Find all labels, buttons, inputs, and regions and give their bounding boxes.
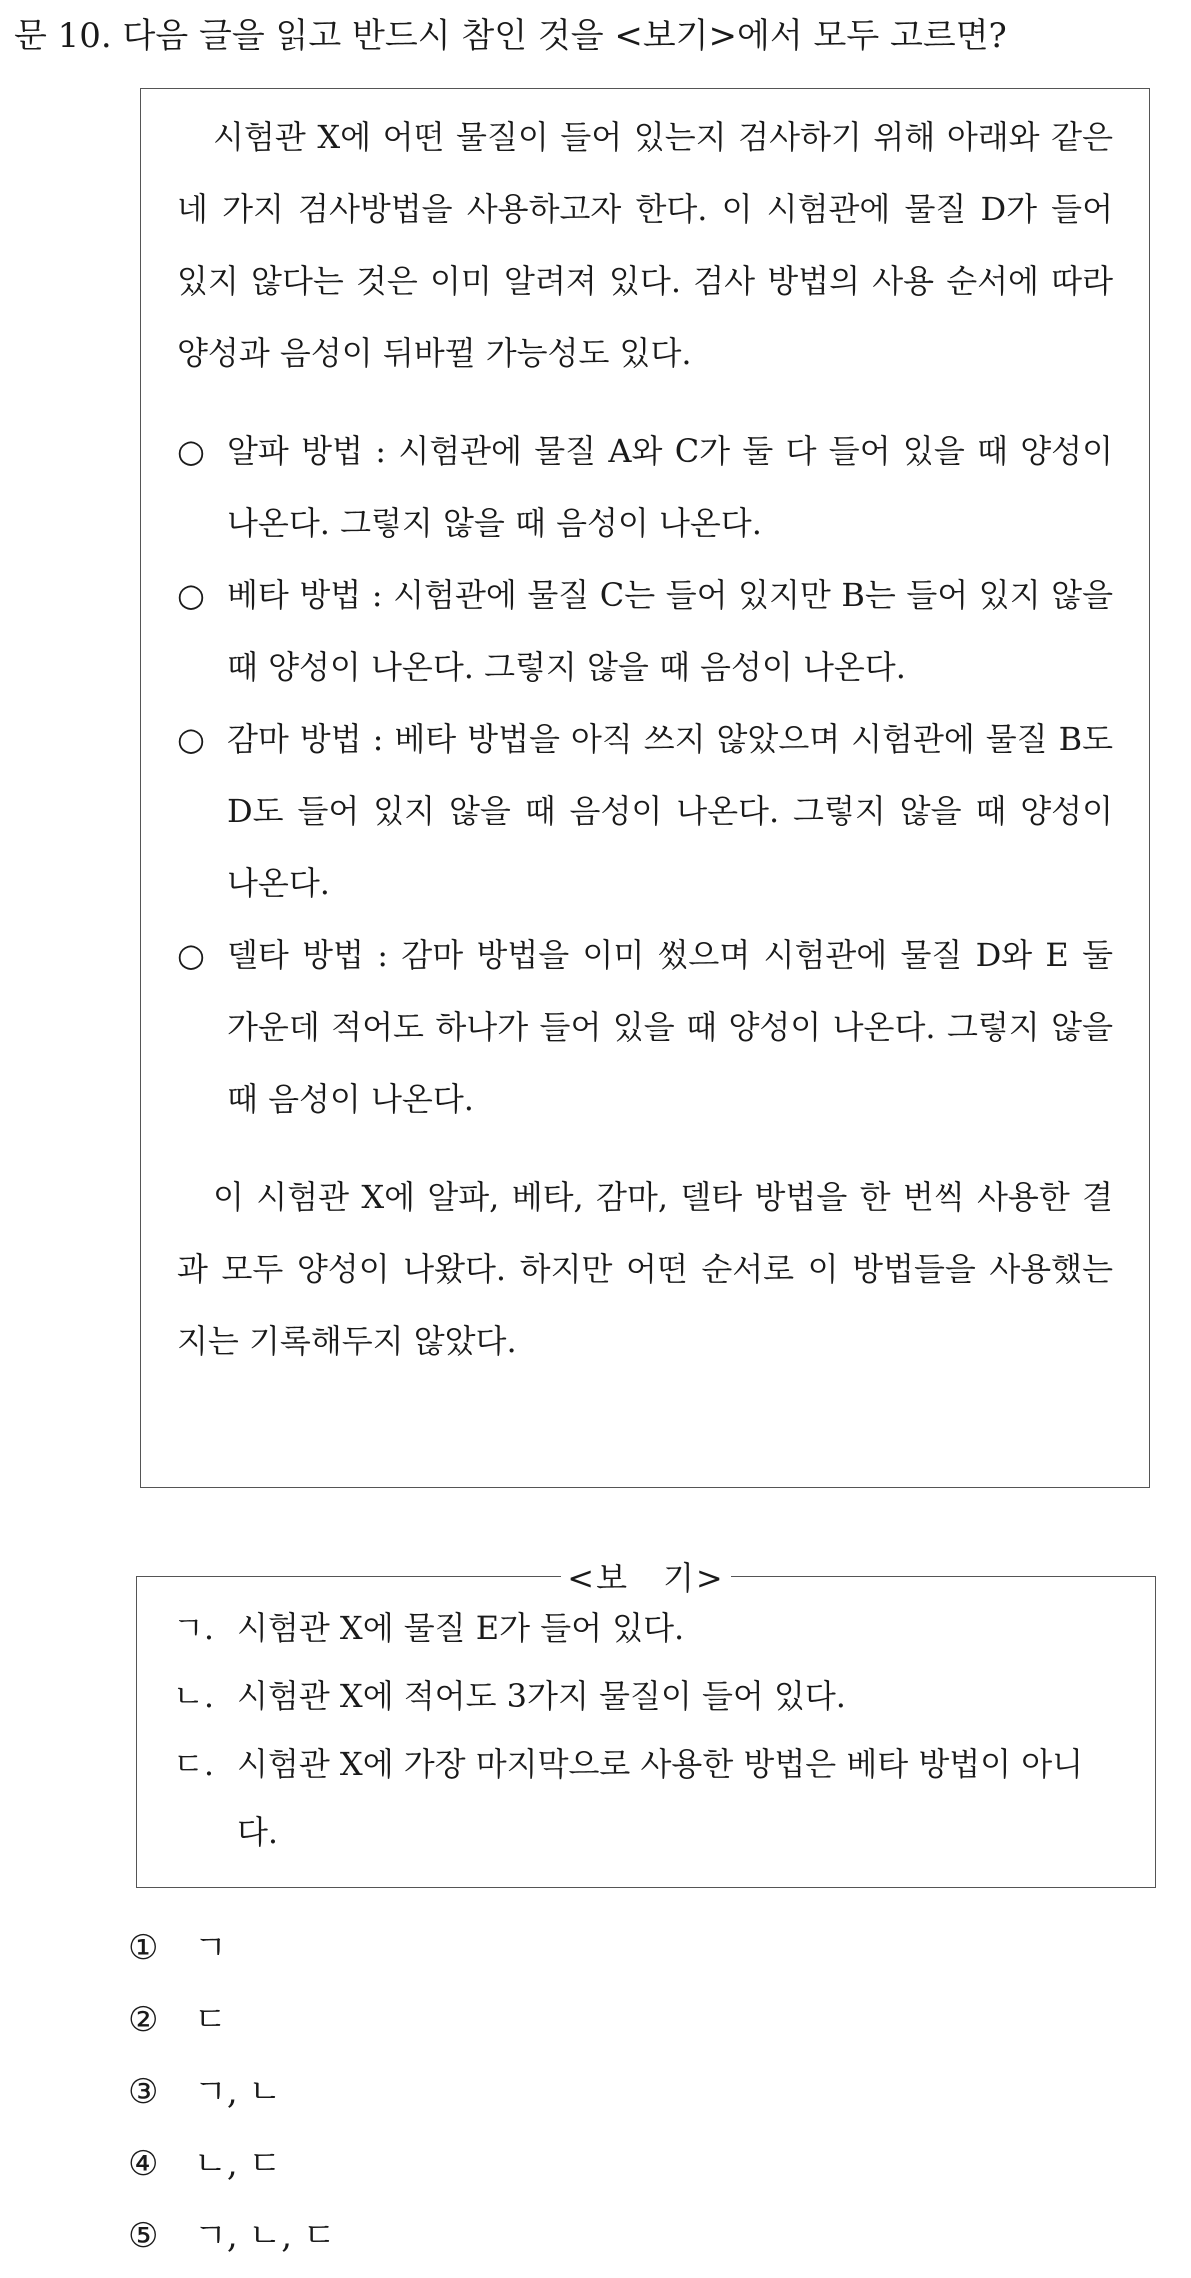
choice-text: ㄱ, ㄴ [194,2072,282,2112]
method-alpha-text: 알파 방법 : 시험관에 물질 A와 C가 둘 다 들어 있을 때 양성이 나온다. 그렇지 않을 때 음성이 나온다. [227,432,1113,542]
bullet-icon: ○ [177,720,205,758]
bogi-item-nieun [173,1662,1119,1730]
bogi-item-mark: ㄴ. [173,1677,215,1715]
method-delta-text: 델타 방법 : 감마 방법을 이미 썼으며 시험관에 물질 D와 E 둘 가운데 적어도 하나가 들어 있을 때 양성이 나온다. 그렇지 않을 때 음성이 나온다. [227,936,1113,1118]
bullet-icon: ○ [177,432,205,470]
choice-text: ㄱ, ㄴ, ㄷ [194,2216,336,2256]
bogi-item-giyeok [173,1594,1119,1662]
choice-2[interactable] [128,1984,728,2056]
choice-text: ㄷ [194,2000,227,2040]
choice-number: ⑤ [128,2216,159,2256]
method-beta-text: 베타 방법 : 시험관에 물질 C는 들어 있지만 B는 들어 있지 않을 때 양성이 나온다. 그렇지 않을 때 음성이 나온다. [227,576,1113,686]
bogi-item-mark: ㄷ. [173,1745,215,1783]
choice-text: ㄱ [194,1928,227,1968]
bullet-icon: ○ [177,936,205,974]
choice-number: ③ [128,2072,159,2112]
choice-number: ④ [128,2144,159,2184]
bogi-item-text: 시험관 X에 가장 마지막으로 사용한 방법은 베타 방법이 아니다. [237,1745,1084,1851]
bullet-icon: ○ [177,576,205,614]
bogi-item-text: 시험관 X에 물질 E가 들어 있다. [237,1609,685,1647]
choice-number: ① [128,1928,159,1968]
passage-intro: 시험관 X에 어떤 물질이 들어 있는지 검사하기 위해 아래와 같은 네 가지 검사방법을 사용하고자 한다. 이 시험관에 물질 D가 들어 있지 않다는 것은 이미 알려져 있다. 검사 방법의 사용 순서에 따라 양성과 음성이 뒤바뀔 가능성도 있다. [177,118,1113,372]
answer-choices [128,1912,728,2272]
bogi-box [136,1576,1156,1888]
method-beta [177,559,1113,703]
choice-text: ㄴ, ㄷ [194,2144,282,2184]
method-gamma [177,703,1113,919]
passage-conclusion: 이 시험관 X에 알파, 베타, 감마, 델타 방법을 한 번씩 사용한 결과 모두 양성이 나왔다. 하지만 어떤 순서로 이 방법들을 사용했는지는 기록해두지 않았다. [177,1178,1113,1360]
bogi-item-digeut [173,1730,1119,1866]
choice-3[interactable] [128,2056,728,2128]
choice-1[interactable] [128,1912,728,1984]
question-title: 문 10. 다음 글을 읽고 반드시 참인 것을 <보기>에서 모두 고르면? [14,16,1007,56]
choice-4[interactable] [128,2128,728,2200]
bogi-title: <보 기> [567,1559,725,1597]
bogi-item-text: 시험관 X에 적어도 3가지 물질이 들어 있다. [237,1677,846,1715]
choice-number: ② [128,2000,159,2040]
bogi-item-mark: ㄱ. [173,1609,215,1647]
method-alpha [177,415,1113,559]
method-gamma-text: 감마 방법 : 베타 방법을 아직 쓰지 않았으며 시험관에 물질 B도 D도 들어 있지 않을 때 음성이 나온다. 그렇지 않을 때 양성이 나온다. [227,720,1113,902]
method-delta [177,919,1113,1135]
passage-box [140,88,1150,1488]
choice-5[interactable] [128,2200,728,2272]
